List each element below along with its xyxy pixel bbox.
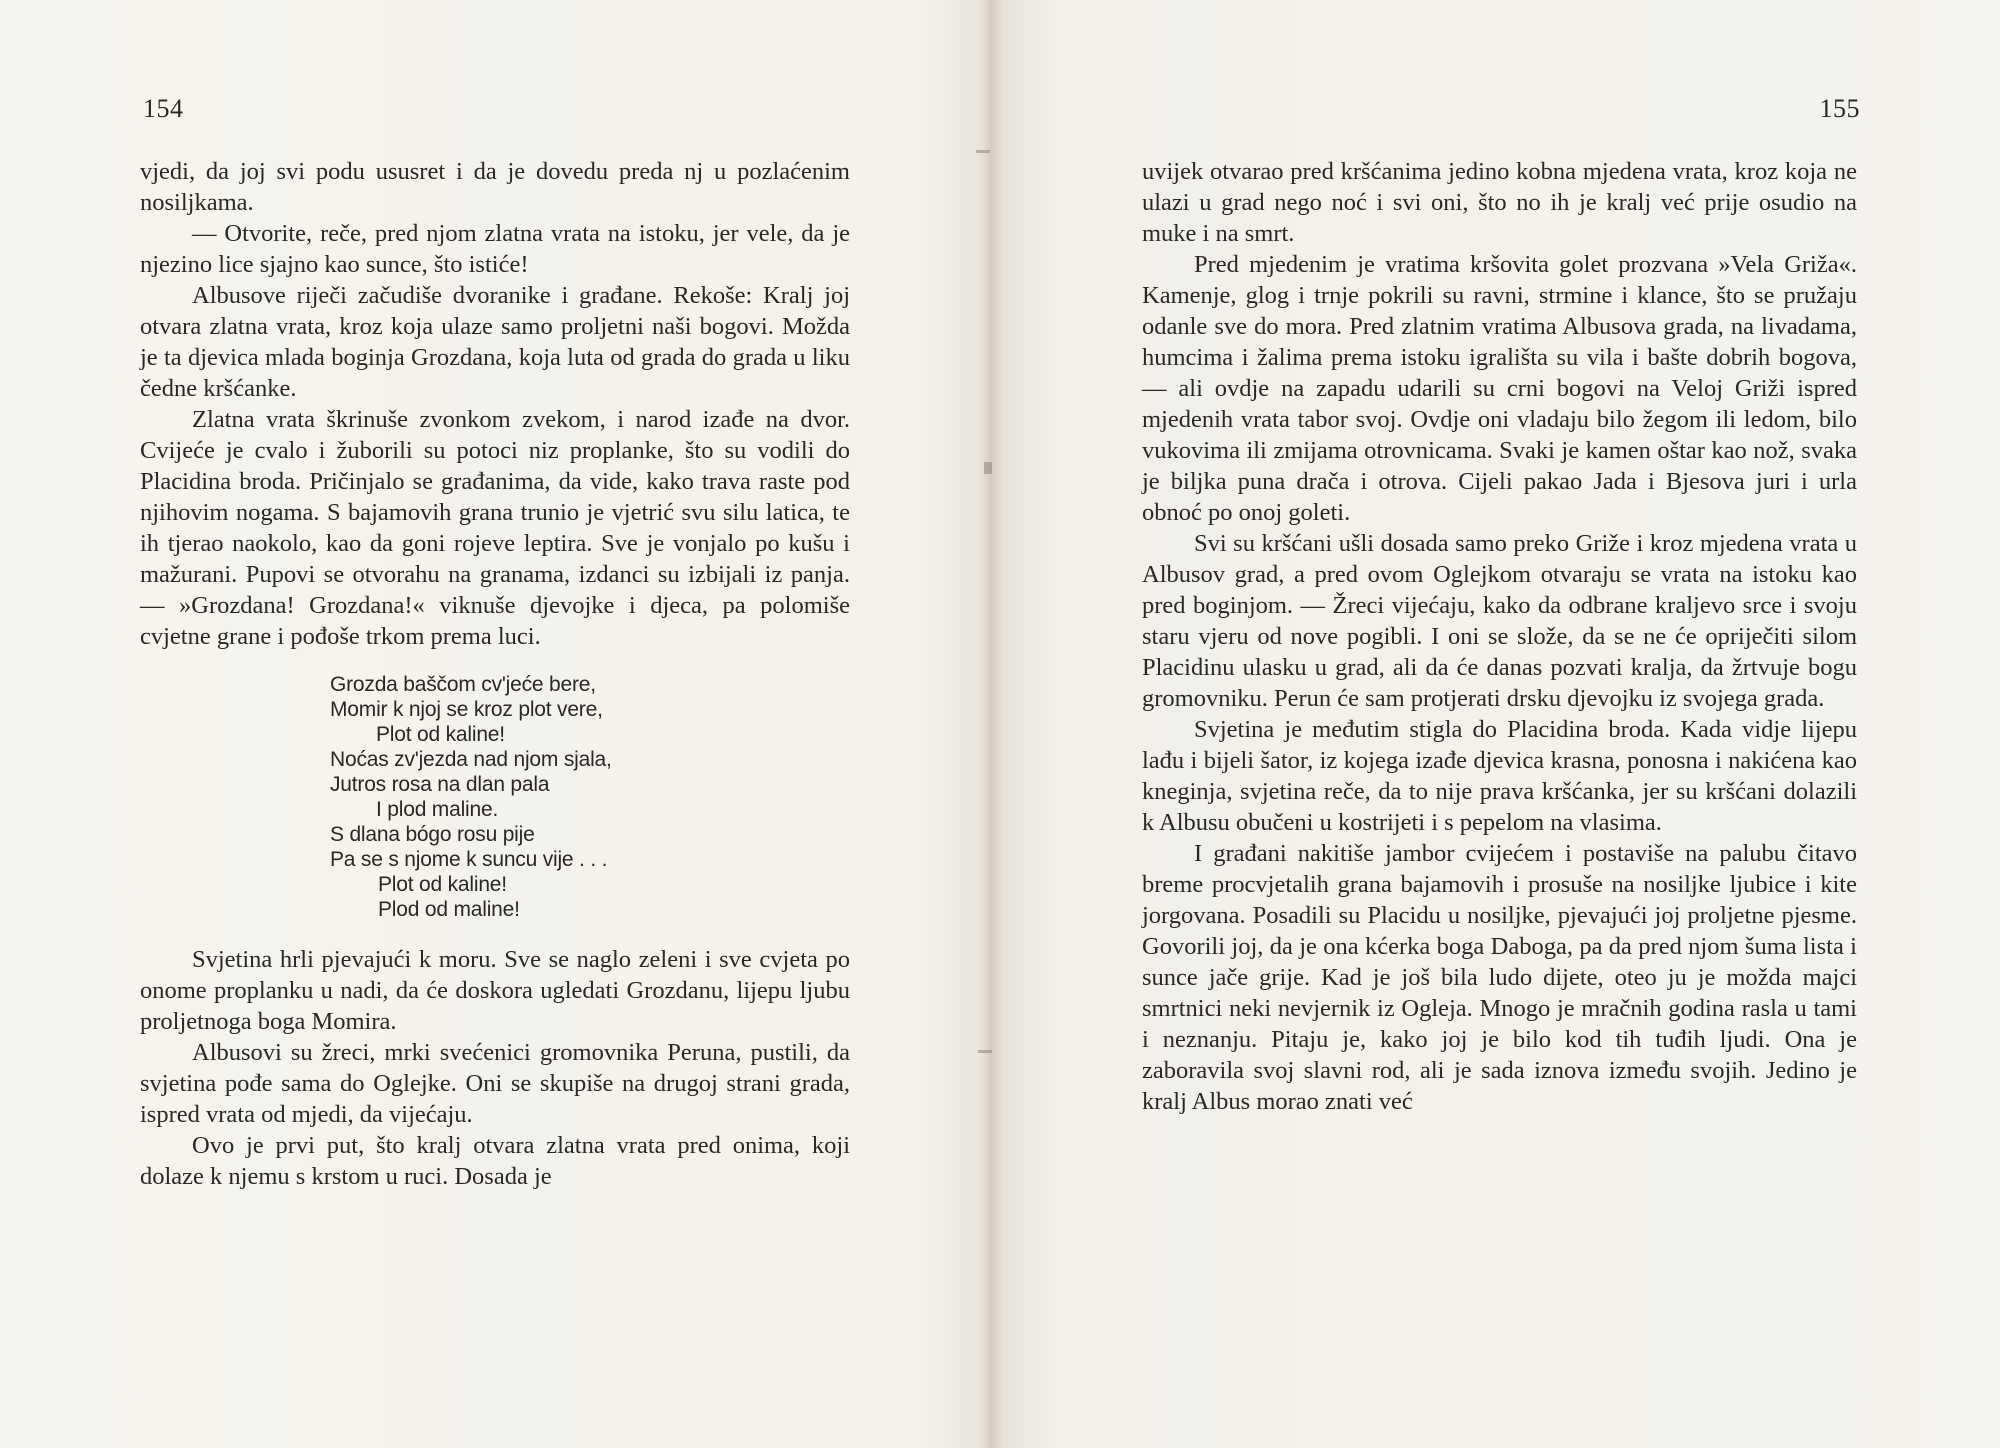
binding-mark (984, 462, 992, 474)
page-number-right: 155 (1819, 94, 1860, 123)
paragraph: Pred mjedenim je vratima kršovita golet prozvana »Vela Griža«. Kamenje, glog i trnje pokrili su ravni, strmine i klance, što se pružaju odanle sve do mora. Pred zlatnim vratima Albusova grada, na livadama, humcima i žalima prema istoku igrališta su vila i bašte dobrih bogova, — ali ovdje na zapadu udarili su crni bogovi na Veloj Griži ispred mjedenih vrata tabor svoj. Ovdje oni vladaju bilo žegom ili ledom, bilo vukovima ili zmijama otrovnicama. Svaki je kamen oštar kao nož, svaka je biljka puna drača i otrova. Cijeli pakao Jada i Bjesova juri i urla obnoć po onoj goleti. (1142, 251, 1857, 526)
poem-line: Plod od maline! (378, 898, 520, 921)
poem-line: Noćas zv'jezda nad njom sjala, (330, 748, 612, 771)
left-page-text (140, 156, 850, 1192)
paragraph: Svi su kršćani ušli dosada samo preko Griže i kroz mjedena vrata u Albusov grad, a pred ovom Oglejkom otvaraju se vrata na istoku kao pred boginjom. — Žreci vijećaju, kako da odbrane kraljevo srce i svoju staru vjeru od nove pogibli. I oni se slože, da se ne će opriječiti silom Placidinu ulasku u grad, ali da će danas pozvati kralja, da žrtvuje bogu gromovniku. Perun će sam protjerati drsku djevojku iz svojega grada. (1142, 530, 1857, 712)
binding-mark (976, 150, 990, 153)
paragraph: Svjetina je međutim stigla do Placidina broda. Kada vidje lijepu lađu i bijeli šator, iz kojega izađe djevica krasna, ponosna i nakićena kao kneginja, svjetina reče, da to nije prava kršćanka, jer su kršćani dolazili k Albusu obučeni u kostrijeti i s pepelom na vlasima. (1142, 716, 1857, 836)
left-page (0, 0, 990, 1448)
paragraph: Svjetina hrli pjevajući k moru. Sve se naglo zeleni i sve cvjeta po onome proplanku u nadi, da će doskora ugledati Grozdanu, lijepu ljubu proljetnoga boga Momira. (140, 946, 850, 1035)
paragraph: I građani nakitiše jambor cvijećem i postaviše na palubu čitavo breme procvjetalih grana bajamovih i prosuše na nosiljke ljubice i kite jorgovana. Posadili su Placidu u nosiljke, pjevajući joj proljetne pjesme. Govorili joj, da je ona kćerka boga Daboga, pa da pred njom šuma lista i sunce jače grije. Kad je još bila ludo dijete, oteo ju je možda majci smrtnici neki nevjernik iz Ogleja. Mnogo je mračnih godina rasla u tami i neznanju. Pitaju je, kako joj je bilo kod tih tuđih ljudi. Ona je zaboravila svoj slavni rod, ali je sada iznova između svojih. Jedino je kralj Albus morao znati već (1142, 840, 1857, 1115)
paragraph: uvijek otvarao pred kršćanima jedino kobna mjedena vrata, kroz koja ne ulazi u grad nego noć i svi oni, što no ih je kralj već prije osudio na muke i na smrt. (1142, 158, 1857, 247)
binding-mark (978, 1050, 992, 1053)
paragraph: Ovo je prvi put, što kralj otvara zlatna vrata pred onima, koji dolaze k njemu s krstom u ruci. Dosada je (140, 1132, 850, 1190)
right-page-text (1142, 156, 1857, 1117)
poem-line: Momir k njoj se kroz plot vere, (330, 698, 603, 721)
poem-line: Plot od kaline! (378, 873, 507, 896)
poem (330, 672, 850, 922)
poem-line: Pa se s njome k suncu vije . . . (330, 848, 608, 871)
poem-line: S dlana bógo rosu pije (330, 823, 535, 846)
page-number-left: 154 (143, 94, 184, 123)
paragraph: — Otvorite, reče, pred njom zlatna vrata na istoku, jer vele, da je njezino lice sjajno kao sunce, što istiće! (140, 220, 850, 278)
paragraph: vjedi, da joj svi podu ususret i da je dovedu preda nj u pozlaćenim nosiljkama. (140, 158, 850, 216)
paragraph: Albusovi su žreci, mrki svećenici gromovnika Peruna, pustili, da svjetina pođe sama do Oglejke. Oni se skupiše na drugoj strani grada, ispred vrata od mjedi, da vijećaju. (140, 1039, 850, 1128)
poem-line: I plod maline. (376, 798, 499, 821)
poem-line: Grozda baščom cv'jeće bere, (330, 673, 596, 696)
right-page (1000, 0, 2000, 1448)
paragraph: Zlatna vrata škrinuše zvonkom zvekom, i narod izađe na dvor. Cvijeće je cvalo i žuborili su potoci niz proplanke, što su vodili do Placidina broda. Pričinjalo se građanima, da vide, kako trava raste pod njihovim nogama. S bajamovih grana trunio je vjetrić svu silu latica, te ih tjerao naokolo, kao da goni rojeve leptira. Sve je vonjalo po kušu i mažurani. Pupovi se otvorahu na granama, izdanci su izbijali iz panja. — »Grozdana! Grozdana!« viknuše djevojke i djeca, pa polomiše cvjetne grane i pođoše trkom prema luci. (140, 406, 850, 650)
poem-line: Jutros rosa na dlan pala (330, 773, 550, 796)
poem-line: Plot od kaline! (376, 723, 505, 746)
paragraph: Albusove riječi začudiše dvoranike i građane. Rekoše: Kralj joj otvara zlatna vrata, kroz koja ulaze samo proljetni naši bogovi. Možda je ta djevica mlada boginja Grozdana, koja luta od grada do grada u liku čedne kršćanke. (140, 282, 850, 402)
